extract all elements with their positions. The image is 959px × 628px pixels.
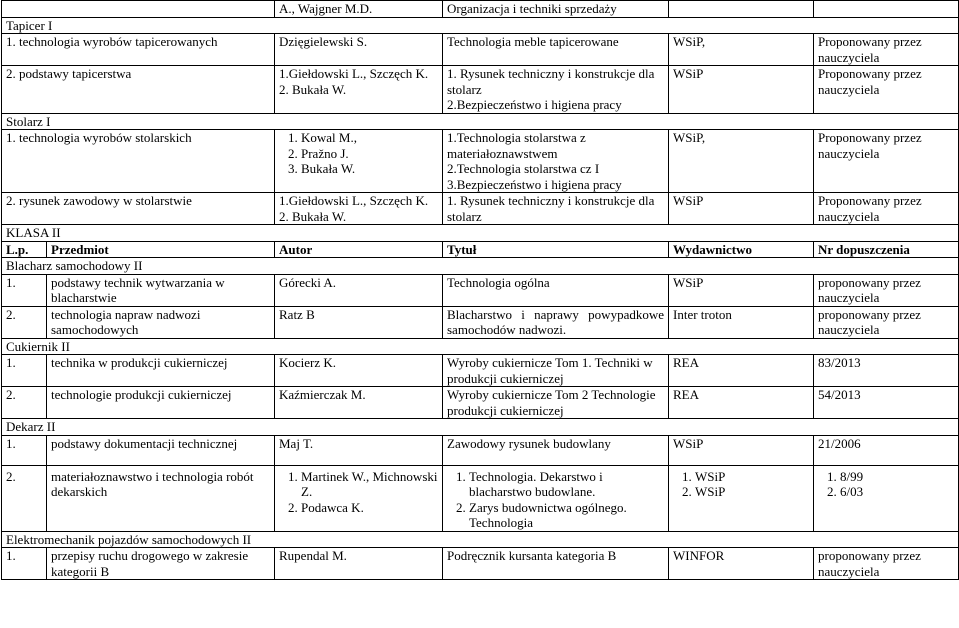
lp-cell: 2. — [2, 465, 47, 531]
publisher-cell: REA — [669, 355, 814, 387]
subject-cell: 1. technologia wyrobów tapicerowanych — [2, 34, 275, 66]
header-subject: Przedmiot — [47, 241, 275, 258]
table-row — [2, 548, 959, 580]
table-row — [2, 355, 959, 387]
section-heading-row — [2, 419, 959, 436]
empty-cell — [669, 1, 814, 18]
publisher-cell: WSiP — [669, 274, 814, 306]
author-line: 2. Bukała W. — [279, 81, 347, 97]
publisher-cell: WSiP, — [669, 34, 814, 66]
section-heading-row — [2, 258, 959, 275]
lp-cell: 2. — [2, 306, 47, 338]
author-cell: Kocierz K. — [275, 355, 443, 387]
header-lp: L.p. — [2, 241, 47, 258]
subject-cell: technologie produkcji cukierniczej — [47, 387, 275, 419]
subject-cell: 2. rysunek zawodowy w stolarstwie — [2, 193, 275, 225]
author-item: 3. Bukała W. — [301, 161, 438, 177]
approval-cell: proponowany przez nauczyciela — [814, 548, 959, 580]
title-line: 3.Bezpieczeństwo i higiena pracy — [447, 176, 622, 192]
author-item: 1. Kowal M., — [301, 130, 438, 146]
author-item: 2. Pražno J. — [301, 146, 438, 162]
subject-cell: podstawy dokumentacji technicznej — [47, 435, 275, 465]
section-heading-row — [2, 113, 959, 130]
table-row — [2, 34, 959, 66]
title-item: 1. Technologia. Dekarstwo i blacharstwo budowlane. — [469, 469, 664, 500]
table-row — [2, 435, 959, 465]
author-cell: Górecki A. — [275, 274, 443, 306]
section-heading: Blacharz samochodowy II — [2, 258, 959, 275]
author-cell — [275, 130, 443, 193]
empty-cell — [2, 1, 275, 18]
approval-cell: proponowany przez nauczyciela — [814, 306, 959, 338]
publisher-cell: WSiP — [669, 66, 814, 114]
publisher-cell — [669, 465, 814, 531]
title-line: 2.Bezpieczeństwo i higiena pracy — [447, 97, 622, 112]
publisher-cell: WINFOR — [669, 548, 814, 580]
subject-cell: technika w produkcji cukierniczej — [47, 355, 275, 387]
author-line: 2. Bukała W. — [279, 208, 347, 224]
table-row — [2, 274, 959, 306]
subject-cell: materiałoznawstwo i technologia robót dekarskich — [47, 465, 275, 531]
title-cell: 1. Rysunek techniczny i konstrukcje dla stolarz — [443, 193, 669, 225]
title-line: 2.Technologia stolarstwa cz I — [447, 161, 600, 176]
header-row — [2, 241, 959, 258]
author-list — [279, 130, 438, 177]
number-item: 2. 6/03 — [840, 484, 954, 500]
title-list — [447, 469, 664, 531]
approval-cell: Proponowany przez nauczyciela — [814, 66, 959, 114]
empty-cell — [814, 1, 959, 18]
title-cell: Technologia meble tapicerowane — [443, 34, 669, 66]
table-row — [2, 66, 959, 114]
title-item: 2. Zarys budownictwa ogólnego. Technologia — [469, 500, 664, 531]
title-cell — [443, 465, 669, 531]
title-cell — [443, 130, 669, 193]
author-cell: Kaźmierczak M. — [275, 387, 443, 419]
section-heading: Elektromechanik pojazdów samochodowych II — [2, 531, 959, 548]
author-line: 1.Giełdowski L., Szczęch K. — [279, 66, 429, 81]
publisher-list — [673, 469, 809, 500]
approval-cell: Proponowany przez nauczyciela — [814, 130, 959, 193]
title-cell: Technologia ogólna — [443, 274, 669, 306]
publisher-cell: WSiP — [669, 193, 814, 225]
number-item: 1. 8/99 — [840, 469, 954, 485]
author-line: 1.Giełdowski L., Szczęch K. — [279, 193, 429, 208]
author-cell — [275, 193, 443, 225]
subject-cell: podstawy technik wytwarzania w blacharstwie — [47, 274, 275, 306]
approval-cell: Proponowany przez nauczyciela — [814, 193, 959, 225]
number-cell: 83/2013 — [814, 355, 959, 387]
header-author: Autor — [275, 241, 443, 258]
author-cell: Maj T. — [275, 435, 443, 465]
author-cell: Rupendal M. — [275, 548, 443, 580]
number-cell: 54/2013 — [814, 387, 959, 419]
header-number: Nr dopuszczenia — [814, 241, 959, 258]
number-list — [818, 469, 954, 500]
section-heading-row — [2, 338, 959, 355]
subject-cell: przepisy ruchu drogowego w zakresie kategorii B — [47, 548, 275, 580]
approval-cell: Proponowany przez nauczyciela — [814, 34, 959, 66]
section-heading: Tapicer I — [2, 17, 959, 34]
subject-cell: 2. podstawy tapicerstwa — [2, 66, 275, 114]
author-item: 2. Podawca K. — [301, 500, 438, 516]
lp-cell: 1. — [2, 548, 47, 580]
author-item: 1. Martinek W., Michnowski Z. — [301, 469, 438, 500]
table-row — [2, 387, 959, 419]
publisher-item: 1. WSiP — [695, 469, 809, 485]
title-cell — [443, 66, 669, 114]
title-cell: Zawodowy rysunek budowlany — [443, 435, 669, 465]
approval-cell: proponowany przez nauczyciela — [814, 274, 959, 306]
table-row — [2, 306, 959, 338]
publisher-cell: REA — [669, 387, 814, 419]
section-heading: Dekarz II — [2, 419, 959, 436]
lp-cell: 1. — [2, 355, 47, 387]
section-heading-row — [2, 531, 959, 548]
subject-cell: technologia napraw nadwozi samochodowych — [47, 306, 275, 338]
section-heading-row — [2, 17, 959, 34]
class-heading-row — [2, 225, 959, 242]
section-heading: Stolarz I — [2, 113, 959, 130]
number-cell: 21/2006 — [814, 435, 959, 465]
lp-cell: 1. — [2, 435, 47, 465]
publisher-cell: WSiP — [669, 435, 814, 465]
title-cell: Organizacja i techniki sprzedaży — [443, 1, 669, 18]
author-list — [279, 469, 438, 516]
table-row — [2, 130, 959, 193]
title-line: 1. Rysunek techniczny i konstrukcje dla stolarz — [447, 66, 655, 97]
section-heading: Cukiernik II — [2, 338, 959, 355]
author-cell — [275, 66, 443, 114]
author-cell: A., Wajgner M.D. — [275, 1, 443, 18]
subject-cell: 1. technologia wyrobów stolarskich — [2, 130, 275, 193]
class-heading: KLASA II — [2, 225, 959, 242]
author-cell — [275, 465, 443, 531]
title-cell: Blacharstwo i naprawy powypadkowe samochodów nadwozi. — [443, 306, 669, 338]
title-line: 1.Technologia stolarstwa z materiałoznawstwem — [447, 130, 586, 161]
lp-cell: 1. — [2, 274, 47, 306]
title-cell: Podręcznik kursanta kategoria B — [443, 548, 669, 580]
title-cell: Wyroby cukiernicze Tom 2 Technologie produkcji cukierniczej — [443, 387, 669, 419]
textbook-table — [1, 0, 959, 580]
table-row — [2, 465, 959, 531]
number-cell — [814, 465, 959, 531]
publisher-item: 2. WSiP — [695, 484, 809, 500]
lp-cell: 2. — [2, 387, 47, 419]
header-title: Tytuł — [443, 241, 669, 258]
publisher-cell: WSiP, — [669, 130, 814, 193]
header-publisher: Wydawnictwo — [669, 241, 814, 258]
publisher-cell: Inter troton — [669, 306, 814, 338]
table-row — [2, 1, 959, 18]
table-row — [2, 193, 959, 225]
author-cell: Dzięgielewski S. — [275, 34, 443, 66]
title-cell: Wyroby cukiernicze Tom 1. Techniki w produkcji cukierniczej — [443, 355, 669, 387]
author-cell: Ratz B — [275, 306, 443, 338]
